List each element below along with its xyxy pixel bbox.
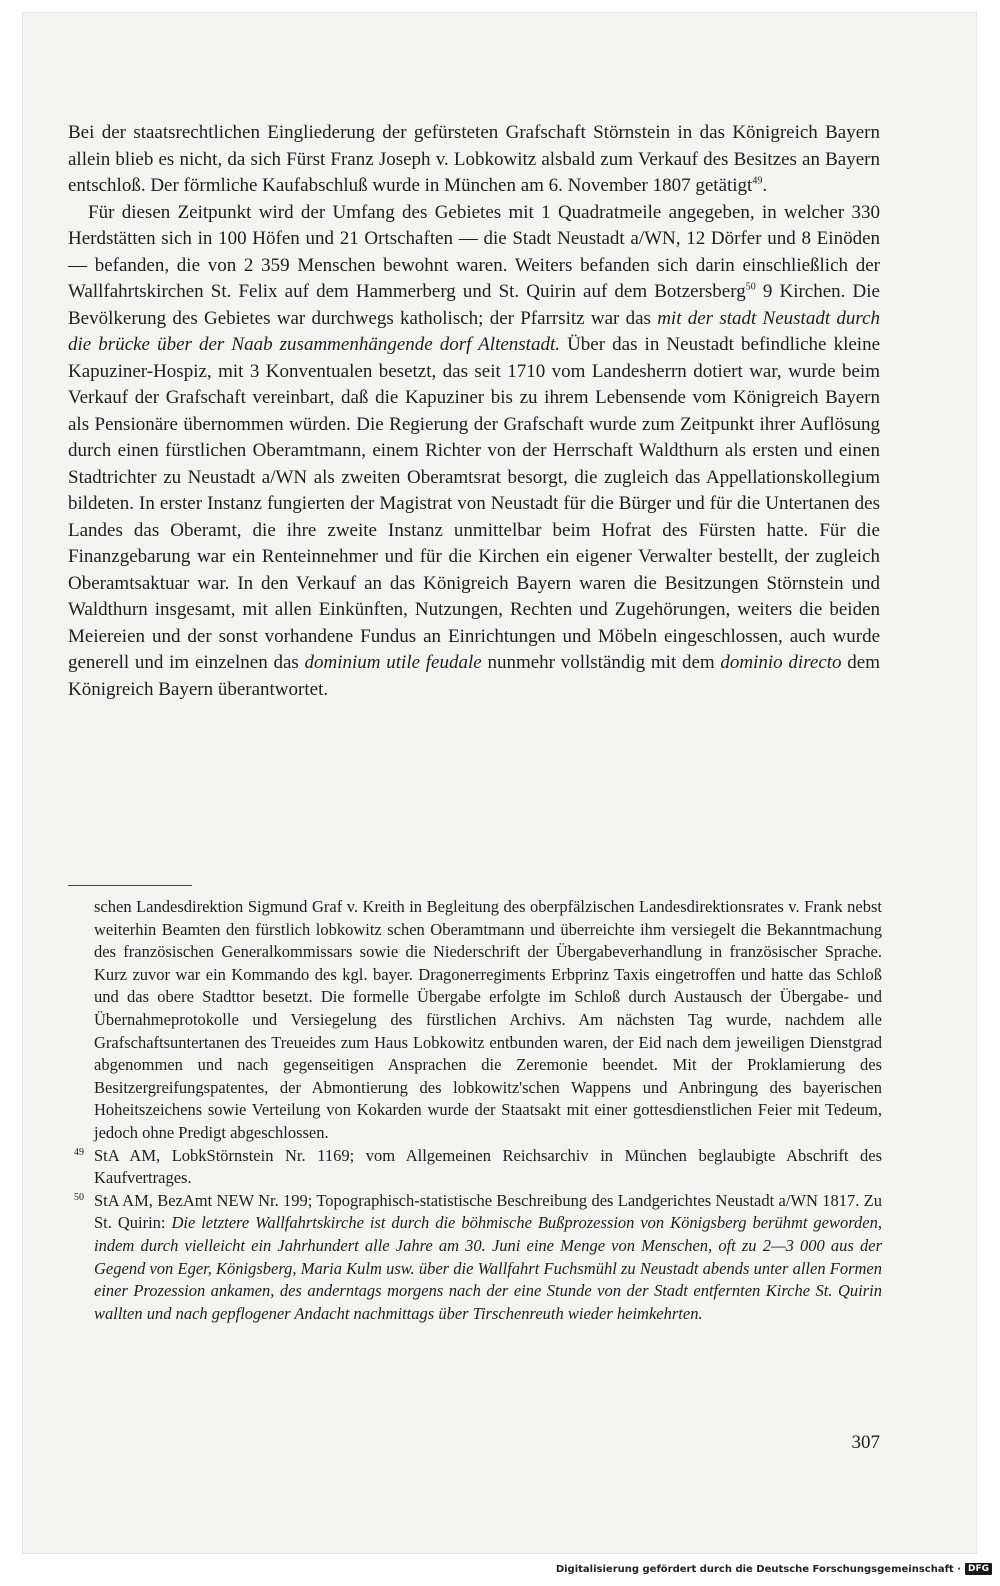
page-number: 307 xyxy=(851,1432,880,1453)
paragraph-1: Bei der staatsrechtlichen Eingliederung der gefürsteten Grafschaft Störnstein in das Königreich Bayern allein blieb es nicht, da sich Fürst Franz Joseph v. Lobkowitz alsbald zum Verkauf des Besitzes an Bayern entschloß. Der förmliche Kaufabschluß wurde in München am 6. November 1807 getätigt$^{49}$. xyxy=(68,122,880,196)
quote-altenstadt: mit der stadt Neustadt durch die brücke über der Naab zusammenhängende dorf Altenstadt. xyxy=(68,307,880,355)
dfg-logo-icon: DFG xyxy=(965,1563,992,1575)
footnotes xyxy=(74,896,882,1325)
note-ref-50: 50 xyxy=(745,281,756,293)
footnote-continued: schen Landesdirektion Sigmund Graf v. Kreith in Begleitung des oberpfälzischen Landesdirektionsrates v. Frank nebst weiterhin Beamten den fürstlich lobkowitz schen Oberamtmann und überreichte ihm versiegelt die Bekanntmachung des französischen Generalkommissars sowie die Niederschrift der Übergabeverhandlung in französischer Sprache. Kurz zuvor war ein Kommando des kgl. bayer. Dragonerregiments Erbprinz Taxis eingetroffen und hatte das Schloß und das obere Stadttor besetzt. Die formelle Übergabe erfolgte im Schloß durch Austausch der Übergabe- und Übernahmeprotokolle und Versiegelung des fürstlichen Archivs. Am nächsten Tag wurde, nachdem alle Grafschaftsuntertanen des Treueides zum Haus Lobkowitz entbunden waren, der Eid nach dem jeweiligen Dienstgrad abgenommen und nach gegenseitigen Ansprachen die Zeremonie beendet. Mit der Proklamierung des Besitzergreifungspatentes, der Abmontierung des lobkowitz'schen Wappens und Anbringung des bayerischen Hoheitszeichens sowie Verteilung von Kokarden wurde der Staatsakt mit einer gottesdienstlichen Feier mit Tedeum, jedoch ohne Predigt abgeschlossen. xyxy=(94,897,882,1142)
digitization-credit xyxy=(556,1563,992,1575)
footnote-number: 49 xyxy=(74,1146,84,1158)
credit-text: Digitalisierung gefördert durch die Deutsche Forschungsgemeinschaft · xyxy=(555,1563,961,1575)
paragraph-2: Für diesen Zeitpunkt wird der Umfang des Gebietes mit 1 Quadratmeile angegeben, in welcher 330 Herdstätten sich in 100 Höfen und 21 Ortschaften — die Stadt Neustadt a/WN, 12 Dörfer und 8 Einöden — befanden, die von 2 359 Menschen bewohnt waren. Weiters befanden sich darin einschließlich der Wallfahrtskirchen St. Felix auf dem Hammerberg und St. Quirin auf dem Botzersberg$^{50}$ 9 Kirchen. Die Bevölkerung des Gebietes war durchwegs katholisch; der Pfarrsitz war das mit der stadt Neustadt durch die brücke über der Naab zusammenhängende dorf Altenstadt. Über das in Neustadt befindliche kleine Kapuziner-Hospiz, mit 3 Konventualen besetzt, das seit 1710 vom Landesherrn dotiert war, wurde beim Verkauf der Grafschaft vereinbart, daß die Kapuziner bis zu ihrem Lebensende vom Königreich Bayern als Pensionäre übernommen würden. Die Regierung der Grafschaft wurde zum Zeitpunkt ihrer Auflösung durch einen fürstlichen Oberamtmann, einem Richter von der Herrschaft Waldthurn als ersten und einen Stadtrichter zu Neustadt a/WN als zweiten Oberamtsrat besorgt, die zugleich das Appellationskollegium bildeten. In erster Instanz fungierten der Magistrat von Neustadt für die Bürger und für die Untertanen des Landes das Oberamt, die ihre zweite Instanz unmittelbar beim Hofrat des Fürsten hatte. Für die Finanzgebarung war ein Renteinnehmer und für die Kirchen ein eigener Verwalter bestellt, der zugleich Oberamtsaktuar war. In den Verkauf an das Königreich Bayern waren die Besitzungen Störnstein und Waldthurn insgesamt, mit allen Einkünften, Nutzungen, Rechten und Zugehörungen, weiters die beiden Meiereien und der sonst vorhandene Fundus an Einrichtungen und Möbeln eingeschlossen, auch wurde generell und im einzelnen das dominium utile feudale nunmehr vollständig mit dem dominio directo dem Königreich Bayern überantwortet. xyxy=(68,201,881,700)
footnote-separator xyxy=(68,885,192,886)
footnote-number: 50 xyxy=(74,1191,84,1203)
footnote-50: 50 StA AM, BezAmt NEW Nr. 199; Topographisch-statistische Beschreibung des Landgerichtes Neustadt a/WN 1817. Zu St. Quirin: Die letztere Wallfahrtskirche ist durch die böhmische Bußprozession von Königsberg berühmt geworden, indem durch vielleicht ein Jahrhundert alle Jahre am 30. Juni eine Menge von Menschen, oft zu 2—3 000 aus der Gegend von Eger, Königsberg, Maria Kulm usw. über die Wallfahrt Fuchsmühl zu Neustadt abends unter allen Formen einer Prozession ankamen, des anderntags morgens nach der eine Stunde von der Stadt entfernten Kirche St. Quirin wallten und nach gepflogener Andacht nachmittags über Tirschenreuth wieder heimkehrten. xyxy=(74,1190,882,1326)
term-dominio-directo: dominio directo xyxy=(720,652,842,673)
footnote-49: 49 StA AM, LobkStörnstein Nr. 1169; vom Allgemeinen Reichsarchiv in München beglaubigte Abschrift des Kaufvertrages. xyxy=(74,1145,882,1190)
note-ref-49: 49 xyxy=(752,175,763,187)
term-dominium: dominium utile feudale xyxy=(304,652,482,673)
main-text xyxy=(68,120,880,703)
